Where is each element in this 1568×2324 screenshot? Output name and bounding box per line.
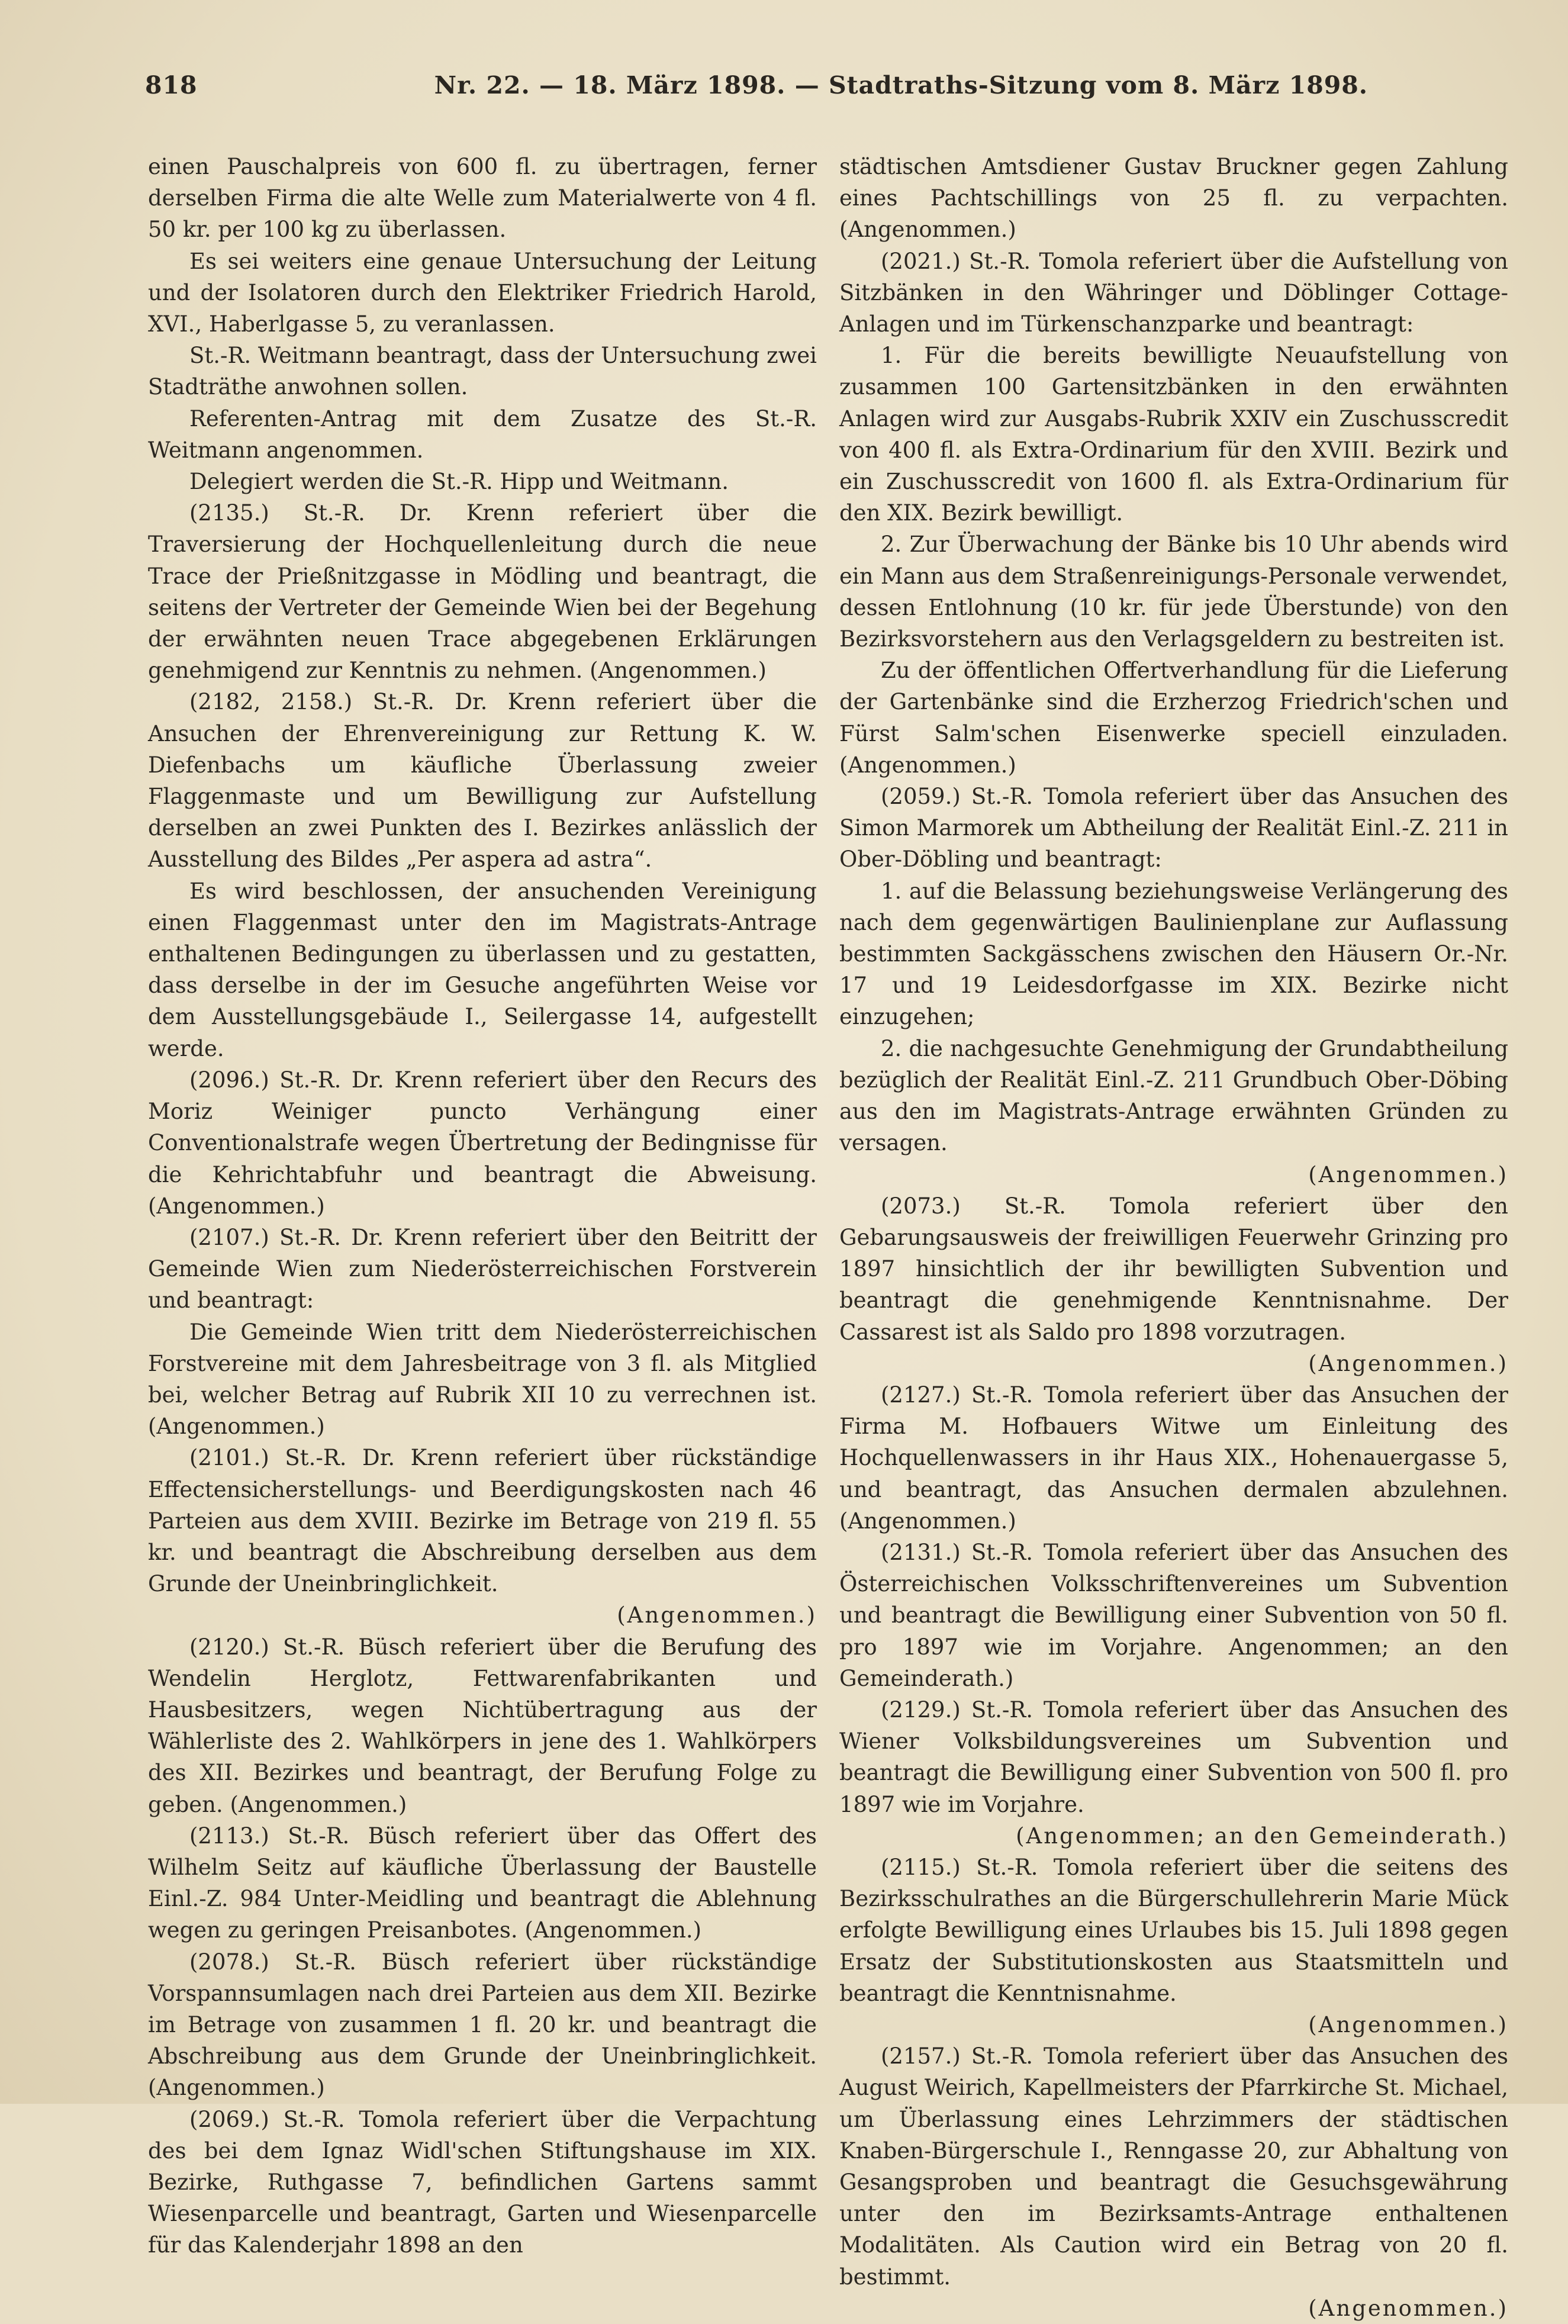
paragraph: (2113.) St.-R. Büsch referiert über das Offert des Wilhelm Seitz auf käufliche Überlassung der Baustelle Einl.-Z. 984 Unter-Meidling und beantragt die Ablehnung wegen zu geringen Preisanbotes. (Angenommen.) bbox=[148, 1823, 817, 1943]
paragraph: 1. Für die bereits bewilligte Neuaufstellung von zusammen 100 Gartensitzbänken in den erwähnten Anlagen wird zur Ausgabs-Rubrik XXIV ein Zuschusscredit von 400 fl. als Extra-Ordinarium für den XVIII. Bezirk und ein Zuschusscredit von 1600 fl. als Extra-Ordinarium für den XIX. Bezirk bewilligt. bbox=[839, 343, 1508, 526]
left-column bbox=[148, 151, 817, 2261]
page-header bbox=[145, 71, 1500, 118]
paragraph: (2127.) St.-R. Tomola referiert über das Ansuchen der Firma M. Hofbauers Witwe um Einleitung des Hochquellenwassers in ihr Haus XIX., Hohenauergasse 5, und beantragt, das Ansuchen dermalen abzulehnen. (Angenommen.) bbox=[839, 1382, 1508, 1534]
verdict-line: (Angenommen; an den Gemeinderath.) bbox=[1016, 1823, 1508, 1849]
verdict-line: (Angenommen.) bbox=[1308, 2295, 1508, 2321]
paragraph: (2078.) St.-R. Büsch referiert über rückständige Vorspannsumlagen nach drei Parteien aus dem XII. Bezirke im Betrage von zusammen 1 fl. 20 kr. und beantragt die Abschreibung aus dem Grunde der Uneinbringlichkeit. (Angenommen.) bbox=[148, 1949, 817, 2101]
paragraph: Delegiert werden die St.-R. Hipp und Weitmann. bbox=[189, 469, 729, 495]
paragraph: (2129.) St.-R. Tomola referiert über das Ansuchen des Wiener Volksbildungsvereines um Subvention und beantragt die Bewilligung einer Subvention von 500 fl. pro 1897 wie im Vorjahre. bbox=[839, 1697, 1508, 1817]
right-column bbox=[839, 151, 1508, 2324]
verdict-line: (Angenommen.) bbox=[1308, 1161, 1508, 1187]
paragraph: (2101.) St.-R. Dr. Krenn referiert über rückständige Effectensicherstellungs- und Beerdigungskosten nach 46 Parteien aus dem XVIII. Bezirke im Betrage von 219 fl. 55 kr. und beantragt die Abschreibung derselben aus dem Grunde der Uneinbringlichkeit. bbox=[148, 1445, 817, 1597]
paragraph: (2096.) St.-R. Dr. Krenn referiert über den Recurs des Moriz Weiniger puncto Verhängung einer Conventionalstrafe wegen Übertretung der Bedingnisse für die Kehrichtabfuhr und beantragt die Abweisung. (Angenommen.) bbox=[148, 1067, 817, 1219]
paragraph: 1. auf die Belassung beziehungsweise Verlängerung des nach dem gegenwärtigen Baulinienplane zur Auflassung bestimmten Sackgässchens zwischen den Häusern Or.-Nr. 17 und 19 Leidesdorfgasse im XIX. Bezirke nicht einzugehen; bbox=[839, 878, 1508, 1030]
paragraph: (2107.) St.-R. Dr. Krenn referiert über den Beitritt der Gemeinde Wien zum Niederösterreichischen Forstverein und beantragt: bbox=[148, 1224, 817, 1314]
verdict-line: (Angenommen.) bbox=[1308, 1350, 1508, 1376]
paragraph: (2069.) St.-R. Tomola referiert über die Verpachtung des bei dem Ignaz Widl'schen Stiftungshause im XIX. Bezirke, Ruthgasse 7, befindlichen Gartens sammt Wiesenparcelle und beantragt, Garten und Wiesenparcelle für das Kalenderjahr 1898 an den bbox=[148, 2106, 817, 2258]
paragraph: Es wird beschlossen, der ansuchenden Vereinigung einen Flaggenmast unter den im Magistrats-Antrage enthaltenen Bedingungen zu überlassen und zu gestatten, dass derselbe in der im Gesuche angeführten Weise vor dem Ausstellungsgebäude I., Seilergasse 14, aufgestellt werde. bbox=[148, 878, 817, 1061]
paragraph: 2. die nachgesuchte Genehmigung der Grundabtheilung bezüglich der Realität Einl.-Z. 211 Grundbuch Ober-Döbing aus den im Magistrats-Antrage erwähnten Gründen zu versagen. bbox=[839, 1035, 1508, 1156]
paragraph: 2. Zur Überwachung der Bänke bis 10 Uhr abends wird ein Mann aus dem Straßenreinigungs-Personale verwendet, dessen Entlohnung (10 kr. für jede Überstunde) von den Bezirksvorstehern aus den Verlagsgeldern zu bestreiten ist. bbox=[839, 532, 1508, 652]
paragraph: (2059.) St.-R. Tomola referiert über das Ansuchen des Simon Marmorek um Abtheilung der Realität Einl.-Z. 211 in Ober-Döbling und beantragt: bbox=[839, 784, 1508, 873]
verdict-line: (Angenommen.) bbox=[617, 1602, 817, 1628]
paragraph: (2135.) St.-R. Dr. Krenn referiert über die Traversierung der Hochquellenleitung durch die neue Trace der Prießnitzgasse in Mödling und beantragt, die seitens der Vertreter der Gemeinde Wien bei der Begehung der erwähnten neuen Trace abgegebenen Erklärungen genehmigend zur Kenntnis zu nehmen. (Angenommen.) bbox=[148, 500, 817, 684]
paragraph: Es sei weiters eine genaue Untersuchung der Leitung und der Isolatoren durch den Elektriker Friedrich Harold, XVI., Haberlgasse 5, zu veranlassen. bbox=[148, 248, 817, 337]
paragraph: Zu der öffentlichen Offertverhandlung für die Lieferung der Gartenbänke sind die Erzherzog Friedrich'schen und Fürst Salm'schen Eisenwerke speciell einzuladen. (Angenommen.) bbox=[839, 658, 1508, 778]
running-title: Nr. 22. — 18. März 1898. — Stadtraths-Sitzung vom 8. März 1898. bbox=[434, 71, 1369, 99]
paragraph: Die Gemeinde Wien tritt dem Niederösterreichischen Forstvereine mit dem Jahresbeitrage von 3 fl. als Mitglied bei, welcher Betrag auf Rubrik XII 10 zu verrechnen ist. (Angenommen.) bbox=[148, 1319, 817, 1440]
paragraph: (2115.) St.-R. Tomola referiert über die seitens des Bezirksschulrathes an die Bürgerschullehrerin Marie Mück erfolgte Bewilligung eines Urlaubes bis 15. Juli 1898 gegen Ersatz der Substitutionskosten aus Staatsmitteln und beantragt die Kenntnisnahme. bbox=[839, 1854, 1508, 2006]
paragraph: (2157.) St.-R. Tomola referiert über das Ansuchen des August Weirich, Kapellmeisters der Pfarrkirche St. Michael, um Überlassung eines Lehrzimmers der städtischen Knaben-Bürgerschule I., Renngasse 20, zur Abhaltung von Gesangsproben und beantragt die Gesuchsgewährung unter den im Bezirksamts-Antrage enthaltenen Modalitäten. Als Caution wird ein Betrag von 20 fl. bestimmt. bbox=[839, 2043, 1508, 2290]
page-number: 818 bbox=[145, 71, 198, 99]
paragraph: städtischen Amtsdiener Gustav Bruckner gegen Zahlung eines Pachtschillings von 25 fl. zu verpachten. (Angenommen.) bbox=[839, 154, 1508, 243]
paragraph: (2131.) St.-R. Tomola referiert über das Ansuchen des Österreichischen Volksschriftenvereines um Subvention und beantragt die Bewilligung einer Subvention von 50 fl. pro 1897 wie im Vorjahre. Angenommen; an den Gemeinderath.) bbox=[839, 1539, 1508, 1691]
paragraph: (2182, 2158.) St.-R. Dr. Krenn referiert über die Ansuchen der Ehrenvereinigung zur Rettung K. W. Diefenbachs um käufliche Überlassung zweier Flaggenmaste und um Bewilligung zur Aufstellung derselben an zwei Punkten des I. Bezirkes anlässlich der Ausstellung des Bildes „Per aspera ad astra“. bbox=[148, 689, 817, 873]
paragraph: (2021.) St.-R. Tomola referiert über die Aufstellung von Sitzbänken in den Währinger und Döblinger Cottage-Anlagen und im Türkenschanzparke und beantragt: bbox=[839, 248, 1508, 337]
paragraph: St.-R. Weitmann beantragt, dass der Untersuchung zwei Stadträthe anwohnen sollen. bbox=[148, 343, 817, 400]
paragraph: einen Pauschalpreis von 600 fl. zu übertragen, ferner derselben Firma die alte Welle zum Materialwerte von 4 fl. 50 kr. per 100 kg zu überlassen. bbox=[148, 154, 817, 243]
paragraph: (2073.) St.-R. Tomola referiert über den Gebarungsausweis der freiwilligen Feuerwehr Grinzing pro 1897 hinsichtlich der ihr bewilligten Subvention und beantragt die genehmigende Kenntnisnahme. Der Cassarest ist als Saldo pro 1898 vorzutragen. bbox=[839, 1193, 1508, 1345]
paragraph: (2120.) St.-R. Büsch referiert über die Berufung des Wendelin Herglotz, Fettwarenfabrikanten und Hausbesitzers, wegen Nichtübertragung aus der Wählerliste des 2. Wahlkörpers in jene des 1. Wahlkörpers des XII. Bezirkes und beantragt, der Berufung Folge zu geben. (Angenommen.) bbox=[148, 1634, 817, 1817]
verdict-line: (Angenommen.) bbox=[1308, 2011, 1508, 2037]
paragraph: Referenten-Antrag mit dem Zusatze des St.-R. Weitmann angenommen. bbox=[148, 405, 817, 463]
